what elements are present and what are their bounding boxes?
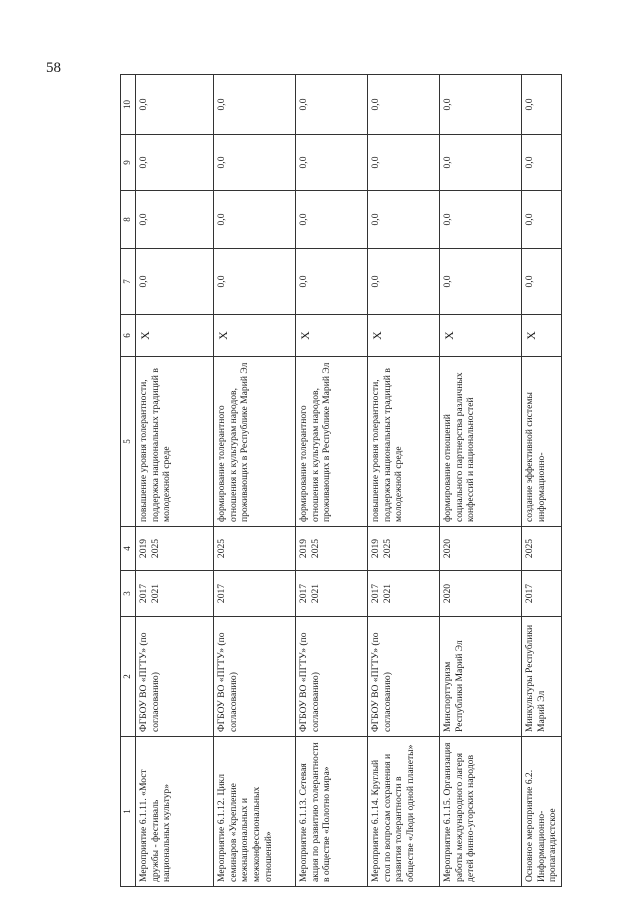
cross-mark: X xyxy=(368,315,440,357)
start-year: 2017 2021 xyxy=(296,571,368,617)
cross-mark: X xyxy=(214,315,296,357)
table-row xyxy=(136,75,214,887)
program-activities-table xyxy=(120,74,562,887)
activity-name: Основное мероприятие 6.2. Информационно-пропагандистское xyxy=(522,737,562,887)
start-year: 2017 xyxy=(214,571,296,617)
cross-mark: X xyxy=(296,315,368,357)
col-header: 7 xyxy=(121,249,136,315)
col-header: 4 xyxy=(121,527,136,571)
value-cell: 0,0 xyxy=(214,75,296,135)
end-year: 2019 2025 xyxy=(368,527,440,571)
value-cell: 0,0 xyxy=(368,191,440,249)
end-year: 2019 2025 xyxy=(136,527,214,571)
start-year: 2017 2021 xyxy=(368,571,440,617)
table-row xyxy=(214,75,296,887)
start-year: 2017 2021 xyxy=(136,571,214,617)
table-row xyxy=(522,75,562,887)
header-row xyxy=(121,75,136,887)
col-header: 1 xyxy=(121,737,136,887)
expected-result: формирование толерантного отношения к культурам народов, проживающих в Республике Марий Эл xyxy=(296,357,368,527)
table-row xyxy=(368,75,440,887)
expected-result: создание эффективной системы информационно- xyxy=(522,357,562,527)
col-header: 6 xyxy=(121,315,136,357)
value-cell: 0,0 xyxy=(136,191,214,249)
expected-result: повышение уровня толерантности, поддержка национальных традиций в молодежной среде xyxy=(136,357,214,527)
rotated-table-sheet xyxy=(120,75,559,887)
activity-name: Мероприятие 6.1.12. Цикл семинаров «Укрепление межнациональных и межконфессиональных отношений» xyxy=(214,737,296,887)
value-cell: 0,0 xyxy=(296,135,368,191)
col-header: 10 xyxy=(121,75,136,135)
col-header: 5 xyxy=(121,357,136,527)
value-cell: 0,0 xyxy=(296,249,368,315)
activity-name: Мероприятие 6.1.11. «Мост дружбы - фестиваль национальных культур» xyxy=(136,737,214,887)
cross-mark: X xyxy=(440,315,522,357)
value-cell: 0,0 xyxy=(214,135,296,191)
executor: ФГБОУ ВО «ПГТУ» (по согласованию) xyxy=(368,617,440,737)
activity-name: Мероприятие 6.1.13. Сетевая акция по развитию толерантности в обществе «Полотно мира» xyxy=(296,737,368,887)
value-cell: 0,0 xyxy=(522,249,562,315)
value-cell: 0,0 xyxy=(136,75,214,135)
executor: Минкультуры Республики Марий Эл xyxy=(522,617,562,737)
col-header: 9 xyxy=(121,135,136,191)
end-year: 2025 xyxy=(522,527,562,571)
table-row xyxy=(296,75,368,887)
executor: ФГБОУ ВО «ПГТУ» (по согласованию) xyxy=(296,617,368,737)
value-cell: 0,0 xyxy=(214,191,296,249)
value-cell: 0,0 xyxy=(440,249,522,315)
start-year: 2017 xyxy=(522,571,562,617)
activity-name: Мероприятие 6.1.14. Круглый стол по вопросам сохранения и развития толерантности в обществе «Люди одной планеты» xyxy=(368,737,440,887)
value-cell: 0,0 xyxy=(522,191,562,249)
value-cell: 0,0 xyxy=(522,135,562,191)
executor: Минспорттуризм Республики Марий Эл xyxy=(440,617,522,737)
value-cell: 0,0 xyxy=(136,249,214,315)
value-cell: 0,0 xyxy=(296,75,368,135)
expected-result: повышение уровня толерантности, поддержка национальных традиций в молодежной среде xyxy=(368,357,440,527)
expected-result: формирование отношений социального партнерства различных конфессий и национальностей xyxy=(440,357,522,527)
value-cell: 0,0 xyxy=(368,135,440,191)
value-cell: 0,0 xyxy=(368,75,440,135)
end-year: 2019 2025 xyxy=(296,527,368,571)
executor: ФГБОУ ВО «ПГТУ» (по согласованию) xyxy=(136,617,214,737)
value-cell: 0,0 xyxy=(440,191,522,249)
col-header: 8 xyxy=(121,191,136,249)
col-header: 2 xyxy=(121,617,136,737)
expected-result: формирование толерантного отношения к культурам народов, проживающих в Республике Марий Эл xyxy=(214,357,296,527)
value-cell: 0,0 xyxy=(214,249,296,315)
start-year: 2020 xyxy=(440,571,522,617)
activity-name: Мероприятие 6.1.15. Организация работы международного лагеря детей финно-угорских народов xyxy=(440,737,522,887)
executor: ФГБОУ ВО «ПГТУ» (по согласованию) xyxy=(214,617,296,737)
value-cell: 0,0 xyxy=(296,191,368,249)
cross-mark: X xyxy=(136,315,214,357)
cross-mark: X xyxy=(522,315,562,357)
table-row xyxy=(440,75,522,887)
value-cell: 0,0 xyxy=(136,135,214,191)
value-cell: 0,0 xyxy=(440,75,522,135)
value-cell: 0,0 xyxy=(440,135,522,191)
end-year: 2020 xyxy=(440,527,522,571)
value-cell: 0,0 xyxy=(522,75,562,135)
page-number: 58 xyxy=(46,60,61,76)
end-year: 2025 xyxy=(214,527,296,571)
value-cell: 0,0 xyxy=(368,249,440,315)
col-header: 3 xyxy=(121,571,136,617)
